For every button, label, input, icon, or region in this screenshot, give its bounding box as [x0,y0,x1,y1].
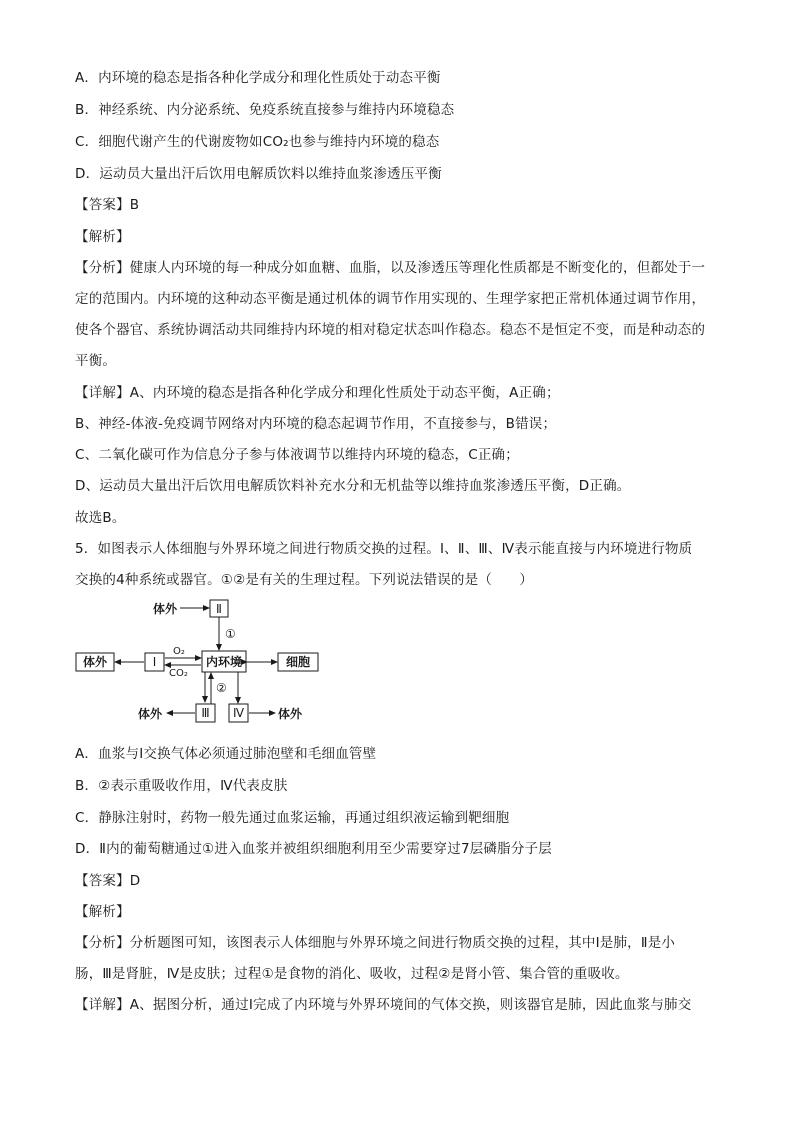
q4-detail-line-1: 【详解】A、内环境的稳态是指各种化学成分和理化性质处于动态平衡，A正确； [75,385,560,401]
outside-bottom-right-label: 体外 [278,707,303,721]
q4-option-d: D．运动员大量出汗后饮用电解质饮料以维持血浆渗透压平衡 [75,166,442,182]
co2-label: CO₂ [169,668,188,679]
q5-analysis-heading: 【解析】 [75,904,130,920]
q4-detail-line-2: B、神经-体液-免疫调节网络对内环境的稳态起调节作用，不直接参与，B错误； [75,416,557,432]
outside-top-label: 体外 [153,602,178,616]
q4-detail-line-3: C、二氧化碳可作为信息分子参与体液调节以维持内环境的稳态，C正确； [75,447,519,463]
q4-option-b: B．神经系统、内分泌系统、免疫系统直接参与维持内环境稳态 [75,102,455,118]
q5-stem-line-1: 5．如图表示人体细胞与外界环境之间进行物质交换的过程。Ⅰ、Ⅱ、Ⅲ、Ⅳ表示能直接与内环境进行物质 [75,541,693,557]
cell-label: 细胞 [285,655,311,669]
q5-stem-line-2: 交换的4种系统或器官。①②是有关的生理过程。下列说法错误的是（ ） [75,572,534,588]
q4-option-a: A．内环境的稳态是指各种化学成分和理化性质处于动态平衡 [75,70,441,86]
box-II-label: Ⅱ [216,602,222,616]
q5-option-b: B．②表示重吸收作用，Ⅳ代表皮肤 [75,778,288,794]
q5-analysis-line-1: 【分析】分析题图可知，该图表示人体细胞与外界环境之间进行物质交换的过程，其中Ⅰ是肺，Ⅱ是小 [75,935,676,951]
box-IV-label: Ⅳ [232,706,245,720]
process-2-label: ② [216,681,227,695]
q5-option-c: C．静脉注射时，药物一般先通过血浆运输，再通过组织液运输到靶细胞 [75,810,510,826]
outside-left-label: 体外 [82,655,108,669]
q5-analysis-line-2: 肠，Ⅲ是肾脏，Ⅳ是皮肤；过程①是食物的消化、吸收，过程②是肾小管、集合管的重吸收。 [75,966,629,982]
inner-environment-label: 内环境 [205,655,243,669]
q4-analysis-line-4: 平衡。 [75,353,117,369]
q4-analysis-line-2: 定的范围内。内环境的这种动态平衡是通过机体的调节作用实现的、生理学家把正常机体通过调节作用， [75,291,706,307]
q4-answer: 【答案】B [75,197,140,213]
q4-analysis-line-3: 使各个器官、系统协调活动共同维持内环境的相对稳定状态叫作稳态。稳态不是恒定不变，而是种动态的 [75,322,706,338]
q5-detail-line-1: 【详解】A、据图分析，通过Ⅰ完成了内环境与外界环境间的气体交换，则该器官是肺，因此血浆与肺交 [75,997,692,1013]
q5-option-a: A．血浆与Ⅰ交换气体必须通过肺泡壁和毛细血管壁 [75,746,377,762]
q5-answer: 【答案】D [75,873,141,889]
q4-analysis-line-1: 【分析】健康人内环境的每一种成分如血糖、血脂，以及渗透压等理化性质都是不断变化的，但都处于一 [75,260,706,276]
process-1-label: ① [225,627,236,641]
outside-bottom-left-label: 体外 [138,707,163,721]
q4-detail-line-4: D、运动员大量出汗后饮用电解质饮料补充水分和无机盐等以维持血浆渗透压平衡，D正确。 [75,478,631,494]
q4-analysis-heading: 【解析】 [75,229,130,245]
exchange-diagram [75,596,335,728]
o2-label: O₂ [173,646,185,657]
q4-conclusion: 故选B。 [75,510,126,526]
box-III-label: Ⅲ [201,706,210,720]
q4-option-c: C．细胞代谢产生的代谢废物如CO₂也参与维持内环境的稳态 [75,134,440,150]
q5-option-d: D．Ⅱ内的葡萄糖通过①进入血浆并被组织细胞利用至少需要穿过7层磷脂分子层 [75,841,552,857]
box-I-label: Ⅰ [152,655,157,669]
